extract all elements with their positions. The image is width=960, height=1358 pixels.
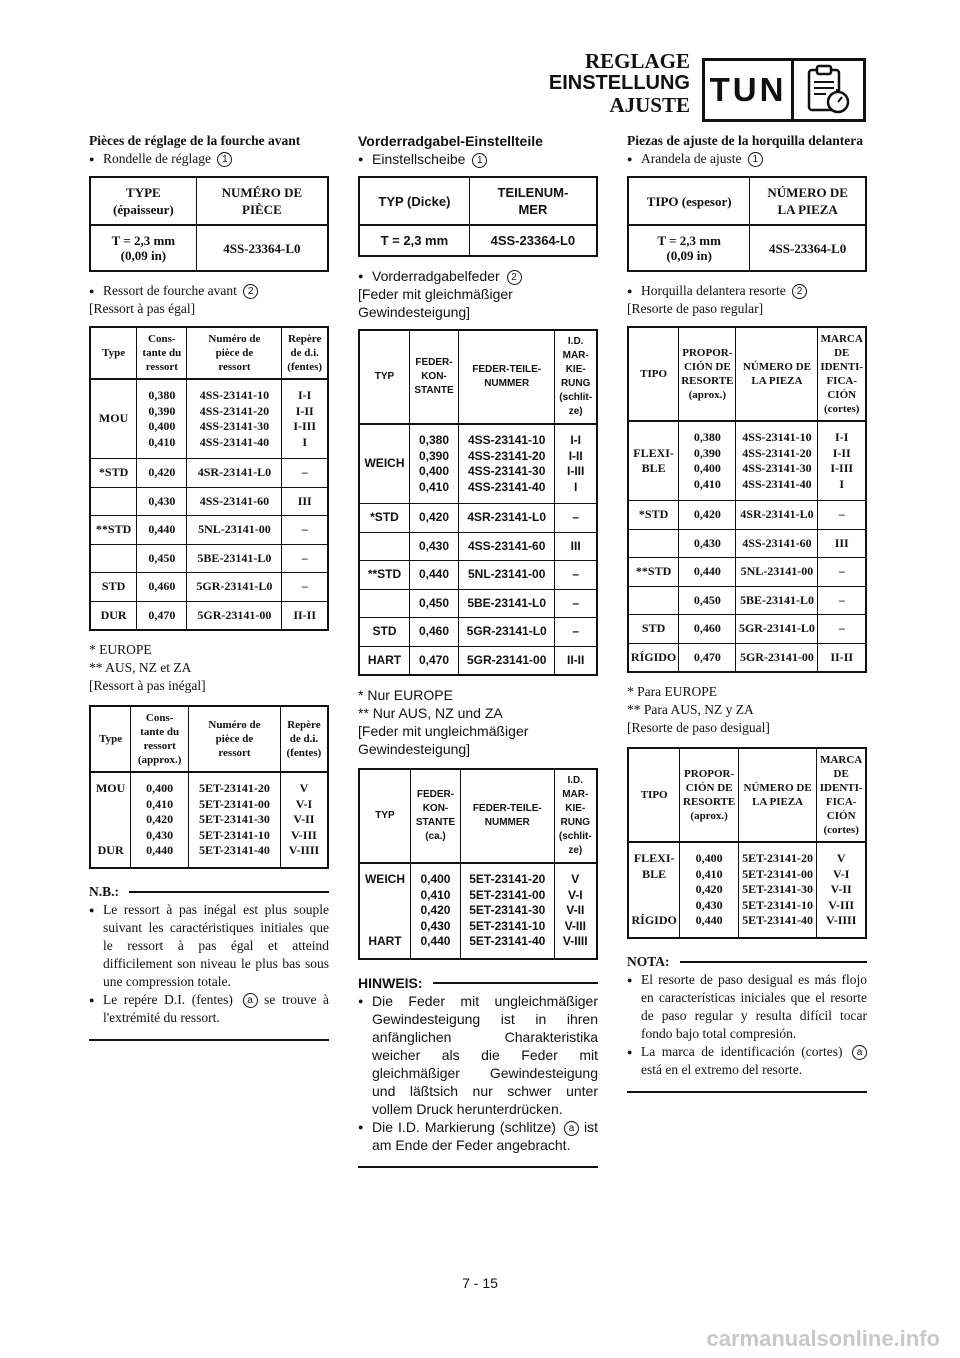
- spring-cell-d: –: [282, 544, 328, 573]
- table-row: [359, 589, 597, 618]
- part-number-cell: 4SS-23364-L0: [750, 225, 866, 271]
- note-text: está en el extremo del resorte.: [641, 1061, 803, 1077]
- equal-pitch-spring-table: [627, 326, 867, 673]
- spring-cell-c: 4SS-23141-60: [736, 529, 818, 558]
- spring-cell-c: 5GR-23141-L0: [187, 573, 282, 602]
- spring-cell-b: 0,440: [679, 558, 736, 587]
- column-header-a: Type: [90, 706, 131, 772]
- spring-cell-c: 5GR-23141-00: [736, 643, 818, 672]
- note-text: Le repére D.I. (fentes): [103, 991, 233, 1007]
- bullet-spring-text: Horquilla delantera resorte: [641, 283, 786, 298]
- spring-cell-a: STD: [628, 615, 679, 644]
- spring-cell-b: 0,450: [137, 544, 187, 573]
- column-header-b: Cons- tante du ressort: [137, 327, 187, 379]
- note-item: [358, 1118, 598, 1154]
- footnote-europe: * Para EUROPE: [627, 684, 717, 699]
- spring-cell-b: 0,470: [679, 643, 736, 672]
- thickness-cell: T = 2,3 mm: [359, 225, 469, 256]
- column-header-part-number: NUMÉRO DE PIÈCE: [196, 177, 328, 225]
- note-text: se trouve à l'extrémité du ressort.: [103, 991, 330, 1025]
- spring-cell-d: –: [555, 589, 597, 618]
- bullet-spring: [627, 282, 867, 300]
- table-row: [359, 646, 597, 675]
- note-label: NOTA:: [627, 953, 670, 969]
- spring-cell-d: V V-I V-II V-III V-IIII: [280, 772, 328, 868]
- spring-cell-a: WEICH HART: [359, 863, 410, 959]
- subheading-equal-pitch: [Feder mit gleichmäßiger Gewindesteigung]: [358, 286, 513, 320]
- column-header-a: TIPO: [628, 748, 680, 842]
- spring-cell-a: MOU DUR: [90, 772, 131, 868]
- spring-cell-b: 0,380 0,390 0,400 0,410: [679, 421, 736, 501]
- spring-cell-b: 0,420: [679, 501, 736, 530]
- spring-cell-c: 5NL-23141-00: [736, 558, 818, 587]
- part-number-cell: 4SS-23364-L0: [469, 225, 597, 256]
- spring-cell-c: 5BE-23141-L0: [187, 544, 282, 573]
- column-header-d: MARCA DE IDENTI- FICA- CIÓN (cortes): [818, 327, 866, 421]
- section-titles: [549, 50, 690, 116]
- section-title: Vorderradgabel-Einstellteile: [358, 133, 543, 149]
- spring-cell-d: –: [818, 586, 866, 615]
- callout-number: 2: [792, 284, 807, 299]
- spring-cell-a: **STD: [628, 558, 679, 587]
- note-heading: [627, 953, 867, 971]
- table-row: [628, 421, 866, 501]
- spring-cell-a: [359, 532, 409, 561]
- table-row: [628, 529, 866, 558]
- spring-cell-b: 0,420: [409, 504, 458, 533]
- spring-cell-b: 0,430: [137, 487, 187, 516]
- note-label: N.B.:: [89, 883, 119, 899]
- part-number-cell: 4SS-23364-L0: [196, 225, 328, 271]
- spring-cell-c: 5ET-23141-20 5ET-23141-00 5ET-23141-30 5ET-23141-10 5ET-23141-40: [189, 772, 281, 868]
- spring-cell-c: 5BE-23141-L0: [736, 586, 818, 615]
- column-header-d: I.D. MAR- KIE- RUNG (schlit- ze): [555, 330, 597, 424]
- subheading-unequal-pitch: [Resorte de paso desigual]: [627, 720, 770, 735]
- spring-cell-d: –: [818, 558, 866, 587]
- spring-cell-a: *STD: [628, 501, 679, 530]
- spring-cell-d: –: [282, 573, 328, 602]
- column-header-d: MARCA DE IDENTI- FICA- CIÓN (cortes): [817, 748, 866, 842]
- subheading-unequal-pitch: [Ressort à pas inégal]: [89, 678, 206, 693]
- column-header-b: PROPOR- CIÓN DE RESORTE (aprox.): [680, 748, 739, 842]
- column-header-b: Cons- tante du ressort (approx.): [131, 706, 189, 772]
- table-row: [90, 516, 328, 545]
- column-header-part-number: NÚMERO DE LA PIEZA: [750, 177, 866, 225]
- spring-cell-d: V V-I V-II V-III V-IIII: [554, 863, 597, 959]
- spring-cell-a: **STD: [90, 516, 137, 545]
- spring-cell-b: 0,450: [679, 586, 736, 615]
- table-row: [90, 601, 328, 630]
- spring-cell-a: [628, 586, 679, 615]
- spring-cell-a: RÍGIDO: [628, 643, 679, 672]
- column-header-c: Numéro de pièce de ressort: [187, 327, 282, 379]
- note-text: ist am Ende der Feder angebracht.: [372, 1118, 599, 1153]
- spring-cell-b: 0,430: [679, 529, 736, 558]
- watermark: carmanualsonline.info: [706, 1326, 940, 1351]
- spring-cell-c: 4SS-23141-10 4SS-23141-20 4SS-23141-30 4SS-23141-40: [736, 421, 818, 501]
- callout-number: 1: [217, 152, 232, 167]
- spring-cell-b: 0,460: [137, 573, 187, 602]
- spring-cell-a: *STD: [359, 504, 409, 533]
- table-row: [628, 842, 866, 938]
- spring-cell-a: **STD: [359, 561, 409, 590]
- spring-cell-a: [90, 487, 137, 516]
- spring-cell-c: 5BE-23141-L0: [459, 589, 555, 618]
- spring-cell-a: [628, 529, 679, 558]
- spring-cell-b: 0,430: [409, 532, 458, 561]
- spring-cell-d: III: [282, 487, 328, 516]
- spring-cell-b: 0,460: [679, 615, 736, 644]
- spring-cell-c: 4SS-23141-10 4SS-23141-20 4SS-23141-30 4SS-23141-40: [459, 424, 555, 504]
- bullet-washer-text: Arandela de ajuste: [641, 151, 742, 166]
- page-number: 7 - 15: [462, 1275, 498, 1291]
- callout-number: 2: [507, 270, 522, 285]
- table-row: [359, 225, 597, 256]
- thickness-cell: T = 2,3 mm (0,09 in): [628, 225, 750, 271]
- note-item: ● El resorte de paso desigual es más flojo en características iniciales que el resorte de paso regular y resulta difícil tocar fondo bajo total compresión.: [627, 971, 867, 1043]
- column-header-d: Repère de d.i. (fentes): [280, 706, 328, 772]
- spring-cell-c: 5ET-23141-20 5ET-23141-00 5ET-23141-30 5ET-23141-10 5ET-23141-40: [738, 842, 816, 938]
- title-es: AJUSTE: [609, 93, 690, 117]
- table-row: [359, 561, 597, 590]
- spring-cell-a: [359, 589, 409, 618]
- subheading-equal-pitch: [Ressort à pas égal]: [89, 301, 196, 316]
- spring-cell-d: –: [818, 501, 866, 530]
- table-row: [359, 504, 597, 533]
- spring-cell-c: 5ET-23141-20 5ET-23141-00 5ET-23141-30 5ET-23141-10 5ET-23141-40: [460, 863, 554, 959]
- bullet-spring-text: Ressort de fourche avant: [103, 283, 237, 298]
- column-header-c: Numéro de pièce de ressort: [189, 706, 281, 772]
- callout-number: 2: [243, 284, 258, 299]
- spring-cell-c: 4SS-23141-60: [187, 487, 282, 516]
- column-header-b: PROPOR- CIÓN DE RESORTE (aprox.): [679, 327, 736, 421]
- footnote-aus: ** AUS, NZ et ZA: [89, 660, 192, 675]
- table-row: [90, 379, 328, 459]
- spring-cell-c: 5GR-23141-L0: [736, 615, 818, 644]
- spring-cell-b: 0,470: [137, 601, 187, 630]
- table-row: [628, 501, 866, 530]
- equal-pitch-spring-table: [358, 329, 598, 676]
- footnote-europe: * EUROPE: [89, 642, 152, 657]
- adjusting-washer-table: [627, 176, 867, 272]
- spring-cell-d: –: [282, 459, 328, 488]
- spring-cell-b: 0,440: [137, 516, 187, 545]
- footnote-aus: ** Nur AUS, NZ und ZA: [358, 705, 503, 721]
- note-heading: [358, 974, 598, 992]
- note-label: HINWEIS:: [358, 974, 423, 991]
- spring-cell-c: 4SR-23141-L0: [187, 459, 282, 488]
- spring-cell-b: 0,460: [409, 618, 458, 647]
- spring-cell-a: [90, 544, 137, 573]
- column-header-b: FEDER- KON- STANTE (ca.): [410, 769, 460, 863]
- note-rule: [129, 891, 329, 893]
- callout-number: 1: [472, 153, 487, 168]
- spring-cell-b: 0,470: [409, 646, 458, 675]
- note-rule: [433, 982, 598, 984]
- section-code: TUN: [702, 58, 794, 122]
- thickness-cell: T = 2,3 mm (0,09 in): [90, 225, 196, 271]
- spring-cell-d: –: [555, 504, 597, 533]
- spring-cell-d: –: [555, 618, 597, 647]
- spring-cell-c: 5GR-23141-L0: [459, 618, 555, 647]
- callout-letter: a: [564, 1121, 579, 1136]
- spring-cell-d: III: [818, 529, 866, 558]
- spring-cell-b: 0,400 0,410 0,420 0,430 0,440: [131, 772, 189, 868]
- column-spanish: [627, 132, 867, 1093]
- spring-cell-a: STD: [90, 573, 137, 602]
- column-header-b: FEDER- KON- STANTE: [409, 330, 458, 424]
- note-item: ● Le ressort à pas inégal est plus souple suivant les caractéristiques initiales que le ressort à pas égal et atteind difficilement son niveau le plus bas sous une compression totale.: [89, 901, 329, 991]
- bullet-spring: [358, 267, 598, 285]
- table-row: [628, 615, 866, 644]
- table-row: [359, 532, 597, 561]
- clipboard-stopwatch-icon: [794, 58, 866, 122]
- bullet-washer: [358, 150, 598, 168]
- spring-cell-a: HART: [359, 646, 409, 675]
- bullet-washer-text: Rondelle de réglage: [103, 151, 211, 166]
- section-title: Pièces de réglage de la fourche avant: [89, 133, 301, 148]
- note-text: Die I.D. Markierung (schlitze): [372, 1118, 556, 1135]
- note-rule: [680, 961, 868, 963]
- table-row: [90, 459, 328, 488]
- spring-cell-d: I-I I-II I-III I: [555, 424, 597, 504]
- spring-cell-b: 0,420: [137, 459, 187, 488]
- table-row: [90, 487, 328, 516]
- title-de: EINSTELLUNG: [548, 72, 690, 94]
- spring-cell-a: MOU: [90, 379, 137, 459]
- note-box: [89, 883, 329, 1041]
- bullet-spring-text: Vorderradgabelfeder: [372, 268, 500, 284]
- spring-cell-c: 5GR-23141-00: [187, 601, 282, 630]
- adjusting-washer-table: [89, 176, 329, 272]
- table-row: [628, 225, 866, 271]
- column-header-d: I.D. MAR- KIE- RUNG (schlit- ze): [554, 769, 597, 863]
- spring-cell-b: 0,440: [409, 561, 458, 590]
- spring-cell-a: DUR: [90, 601, 137, 630]
- spring-cell-d: V V-I V-II V-III V-IIII: [817, 842, 866, 938]
- unequal-pitch-spring-table: [627, 747, 867, 939]
- column-header-d: Repère de d.i. (fentes): [282, 327, 328, 379]
- column-german: [358, 132, 598, 1168]
- column-header-type: TIPO (espesor): [628, 177, 750, 225]
- column-header-c: FEDER-TEILE- NUMMER: [460, 769, 554, 863]
- note-box: [627, 953, 867, 1093]
- spring-cell-b: 0,380 0,390 0,400 0,410: [137, 379, 187, 459]
- table-row: [628, 558, 866, 587]
- adjusting-washer-table: [358, 176, 598, 257]
- spring-cell-a: *STD: [90, 459, 137, 488]
- table-row: [359, 424, 597, 504]
- note-item: ● Die Feder mit ungleichmäßiger Gewindesteigung ist in ihren anfänglichen Charakteristika weicher als die Feder mit gleichmäßiger Gewindesteigung und läßtsich nur schwer unter vollem Druck herunterdrücken.: [358, 992, 598, 1118]
- spring-cell-d: –: [818, 615, 866, 644]
- spring-cell-c: 4SR-23141-L0: [459, 504, 555, 533]
- callout-letter: a: [243, 993, 258, 1008]
- spring-cell-d: II-II: [555, 646, 597, 675]
- table-row: [359, 863, 597, 959]
- spring-cell-b: 0,400 0,410 0,420 0,430 0,440: [680, 842, 739, 938]
- spring-cell-c: 5NL-23141-00: [187, 516, 282, 545]
- spring-cell-a: WEICH: [359, 424, 409, 504]
- spring-cell-d: III: [555, 532, 597, 561]
- spring-cell-b: 0,450: [409, 589, 458, 618]
- note-item: [89, 991, 329, 1027]
- table-row: [90, 573, 328, 602]
- spring-cell-d: II-II: [818, 643, 866, 672]
- spring-cell-c: 5GR-23141-00: [459, 646, 555, 675]
- column-header-a: TYP: [359, 330, 409, 424]
- equal-pitch-spring-table: [89, 326, 329, 631]
- spring-cell-d: I-I I-II I-III I: [282, 379, 328, 459]
- footnote-aus: ** Para AUS, NZ y ZA: [627, 702, 754, 717]
- bullet-washer: [89, 150, 329, 168]
- bullet-washer-text: Einstellscheibe: [372, 151, 466, 167]
- spring-cell-d: –: [555, 561, 597, 590]
- note-box: [358, 974, 598, 1168]
- unequal-pitch-spring-table: [358, 768, 598, 960]
- bullet-spring: [89, 282, 329, 300]
- spring-cell-c: 4SS-23141-10 4SS-23141-20 4SS-23141-30 4SS-23141-40: [187, 379, 282, 459]
- spring-cell-d: I-I I-II I-III I: [818, 421, 866, 501]
- callout-letter: a: [852, 1045, 867, 1060]
- spring-cell-b: 0,400 0,410 0,420 0,430 0,440: [410, 863, 460, 959]
- footnote-europe: * Nur EUROPE: [358, 687, 453, 703]
- unequal-pitch-spring-table: [89, 705, 329, 869]
- subheading-equal-pitch: [Resorte de paso regular]: [627, 301, 764, 316]
- bullet-washer: [627, 150, 867, 168]
- column-header-a: TIPO: [628, 327, 679, 421]
- table-row: [359, 618, 597, 647]
- column-header-type: TYPE (épaisseur): [90, 177, 196, 225]
- spring-cell-a: STD: [359, 618, 409, 647]
- note-text: La marca de identificación (cortes): [641, 1043, 843, 1059]
- column-header-c: NÚMERO DE LA PIEZA: [736, 327, 818, 421]
- spring-cell-c: 4SS-23141-60: [459, 532, 555, 561]
- column-header-a: Type: [90, 327, 137, 379]
- column-header-a: TYP: [359, 769, 410, 863]
- spring-cell-c: 5NL-23141-00: [459, 561, 555, 590]
- spring-cell-b: 0,380 0,390 0,400 0,410: [409, 424, 458, 504]
- table-row: [90, 225, 328, 271]
- title-fr: REGLAGE: [584, 49, 690, 73]
- subheading-unequal-pitch: [Feder mit ungleichmäßiger Gewindesteigung]: [358, 723, 529, 757]
- spring-cell-a: FLEXI- BLE: [628, 421, 679, 501]
- callout-number: 1: [748, 152, 763, 167]
- note-item: [627, 1043, 867, 1079]
- table-row: [90, 544, 328, 573]
- spring-cell-d: –: [282, 516, 328, 545]
- table-row: [90, 772, 328, 868]
- column-header-type: TYP (Dicke): [359, 177, 469, 225]
- spring-cell-c: 4SR-23141-L0: [736, 501, 818, 530]
- column-header-c: FEDER-TEILE- NUMMER: [459, 330, 555, 424]
- note-heading: [89, 883, 329, 901]
- spring-cell-d: II-II: [282, 601, 328, 630]
- column-header-part-number: TEILENUM- MER: [469, 177, 597, 225]
- table-row: [628, 586, 866, 615]
- spring-cell-a: FLEXI- BLE RÍGIDO: [628, 842, 680, 938]
- table-row: [628, 643, 866, 672]
- column-header-c: NÚMERO DE LA PIEZA: [738, 748, 816, 842]
- section-title: Piezas de ajuste de la horquilla delantera: [627, 133, 863, 148]
- column-french: [89, 132, 329, 1041]
